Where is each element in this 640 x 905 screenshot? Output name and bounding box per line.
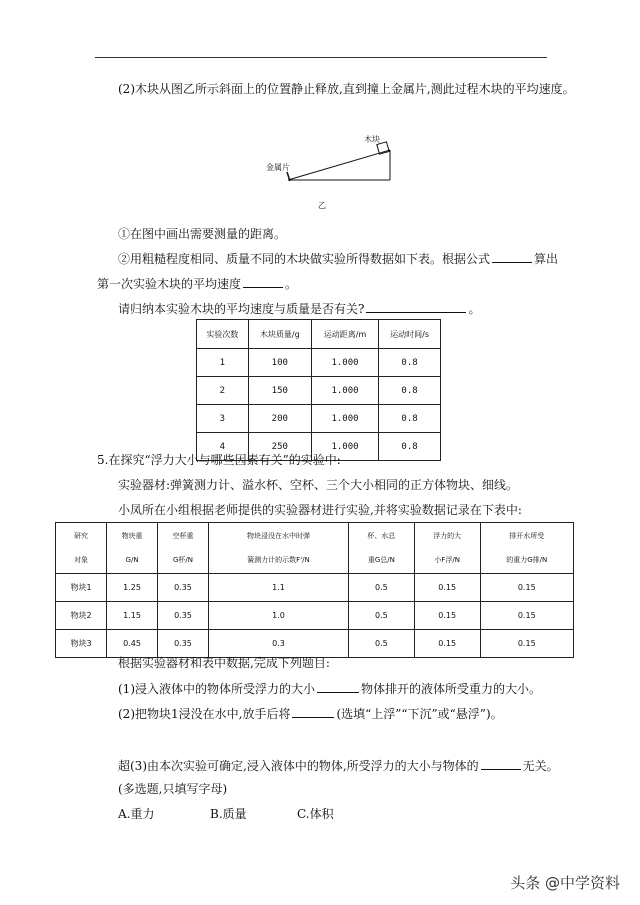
- option-c[interactable]: C.体积: [297, 807, 334, 821]
- table-header-row: 实验次数 木块质量/g 运动距离/m 运动时间/s: [197, 320, 441, 349]
- step2-line: ②用粗糙程度相同、质量不同的木块做实验所得数据如下表。根据公式 算出: [118, 252, 559, 266]
- wood-block-data-table: [196, 319, 441, 461]
- float-state-blank[interactable]: [292, 705, 334, 718]
- step3-line: 请归纳本实验木块的平均速度与质量是否有关? 。: [118, 302, 481, 316]
- buoyancy-data-table: [55, 522, 574, 658]
- diagram-caption: 乙: [318, 201, 326, 210]
- metal-sheet-label: 金属片: [266, 163, 290, 172]
- step2-line2: 第一次实验木块的平均速度 。: [97, 277, 298, 291]
- q5-title: 5.在探究“浮力大小与哪些因素有关”的实验中:: [97, 453, 341, 467]
- option-a[interactable]: A.重力: [118, 807, 155, 821]
- q2-intro: (2)木块从图乙所示斜面上的位置静止释放,直到撞上金属片,测此过程木块的平均速度。: [118, 82, 575, 96]
- incline-diagram: [260, 130, 400, 210]
- q5-sub2: (2)把物块1浸没在水中,放手后将 (选填“上浮”“下沉”或“悬浮”)。: [118, 707, 503, 721]
- table-row: 物块3 0.45 0.35 0.3 0.5 0.15 0.15: [56, 630, 574, 658]
- q5-sub3: 超(3)由本次实验可确定,浸入液体中的物体,所受浮力的大小与物体的 无关。: [118, 759, 559, 773]
- formula-blank[interactable]: [492, 250, 532, 263]
- table-row: 3 200 1.000 0.8: [197, 405, 441, 433]
- watermark: 头条 @中学资料: [510, 874, 620, 892]
- q5-sub1: (1)浸入液体中的物体所受浮力的大小 物体排开的液体所受重力的大小。: [118, 682, 542, 696]
- irrelevant-factor-blank[interactable]: [481, 757, 521, 770]
- table-row: 物块2 1.15 0.35 1.0 0.5 0.15 0.15: [56, 602, 574, 630]
- q5-equipment: 实验器材:弹簧测力计、溢水杯、空杯、三个大小相同的正方体物块、细线。: [118, 478, 519, 492]
- q5-prompt: 根据实验器材和表中数据,完成下列题目:: [118, 656, 330, 670]
- table-header-row: 研究 对象 物块重 G/N 空杯重 G杯/N 物块浸没在水中时弹 簧测力计的示数F'/N 杯、水总 重G总/N 浮力的大 小F浮/N 排开水所受 的重力G排/N: [56, 523, 574, 574]
- multi-select-note: (多选题,只填写字母): [118, 782, 228, 796]
- step1-text: ①在图中画出需要测量的距离。: [118, 227, 287, 241]
- block-label: 木块: [364, 135, 380, 144]
- option-b[interactable]: B.质量: [210, 807, 247, 821]
- header-rule: [95, 57, 547, 58]
- table-row: 1 100 1.000 0.8: [197, 349, 441, 377]
- table-row: 2 150 1.000 0.8: [197, 377, 441, 405]
- table-row: 4 250 1.000 0.8: [197, 433, 441, 461]
- speed-blank[interactable]: [243, 275, 283, 288]
- relation-blank[interactable]: [366, 300, 466, 313]
- comparison-blank[interactable]: [317, 680, 359, 693]
- table-row: 物块1 1.25 0.35 1.1 0.5 0.15 0.15: [56, 574, 574, 602]
- q5-context: 小凤所在小组根据老师提供的实验器材进行实验,并将实验数据记录在下表中:: [118, 503, 522, 517]
